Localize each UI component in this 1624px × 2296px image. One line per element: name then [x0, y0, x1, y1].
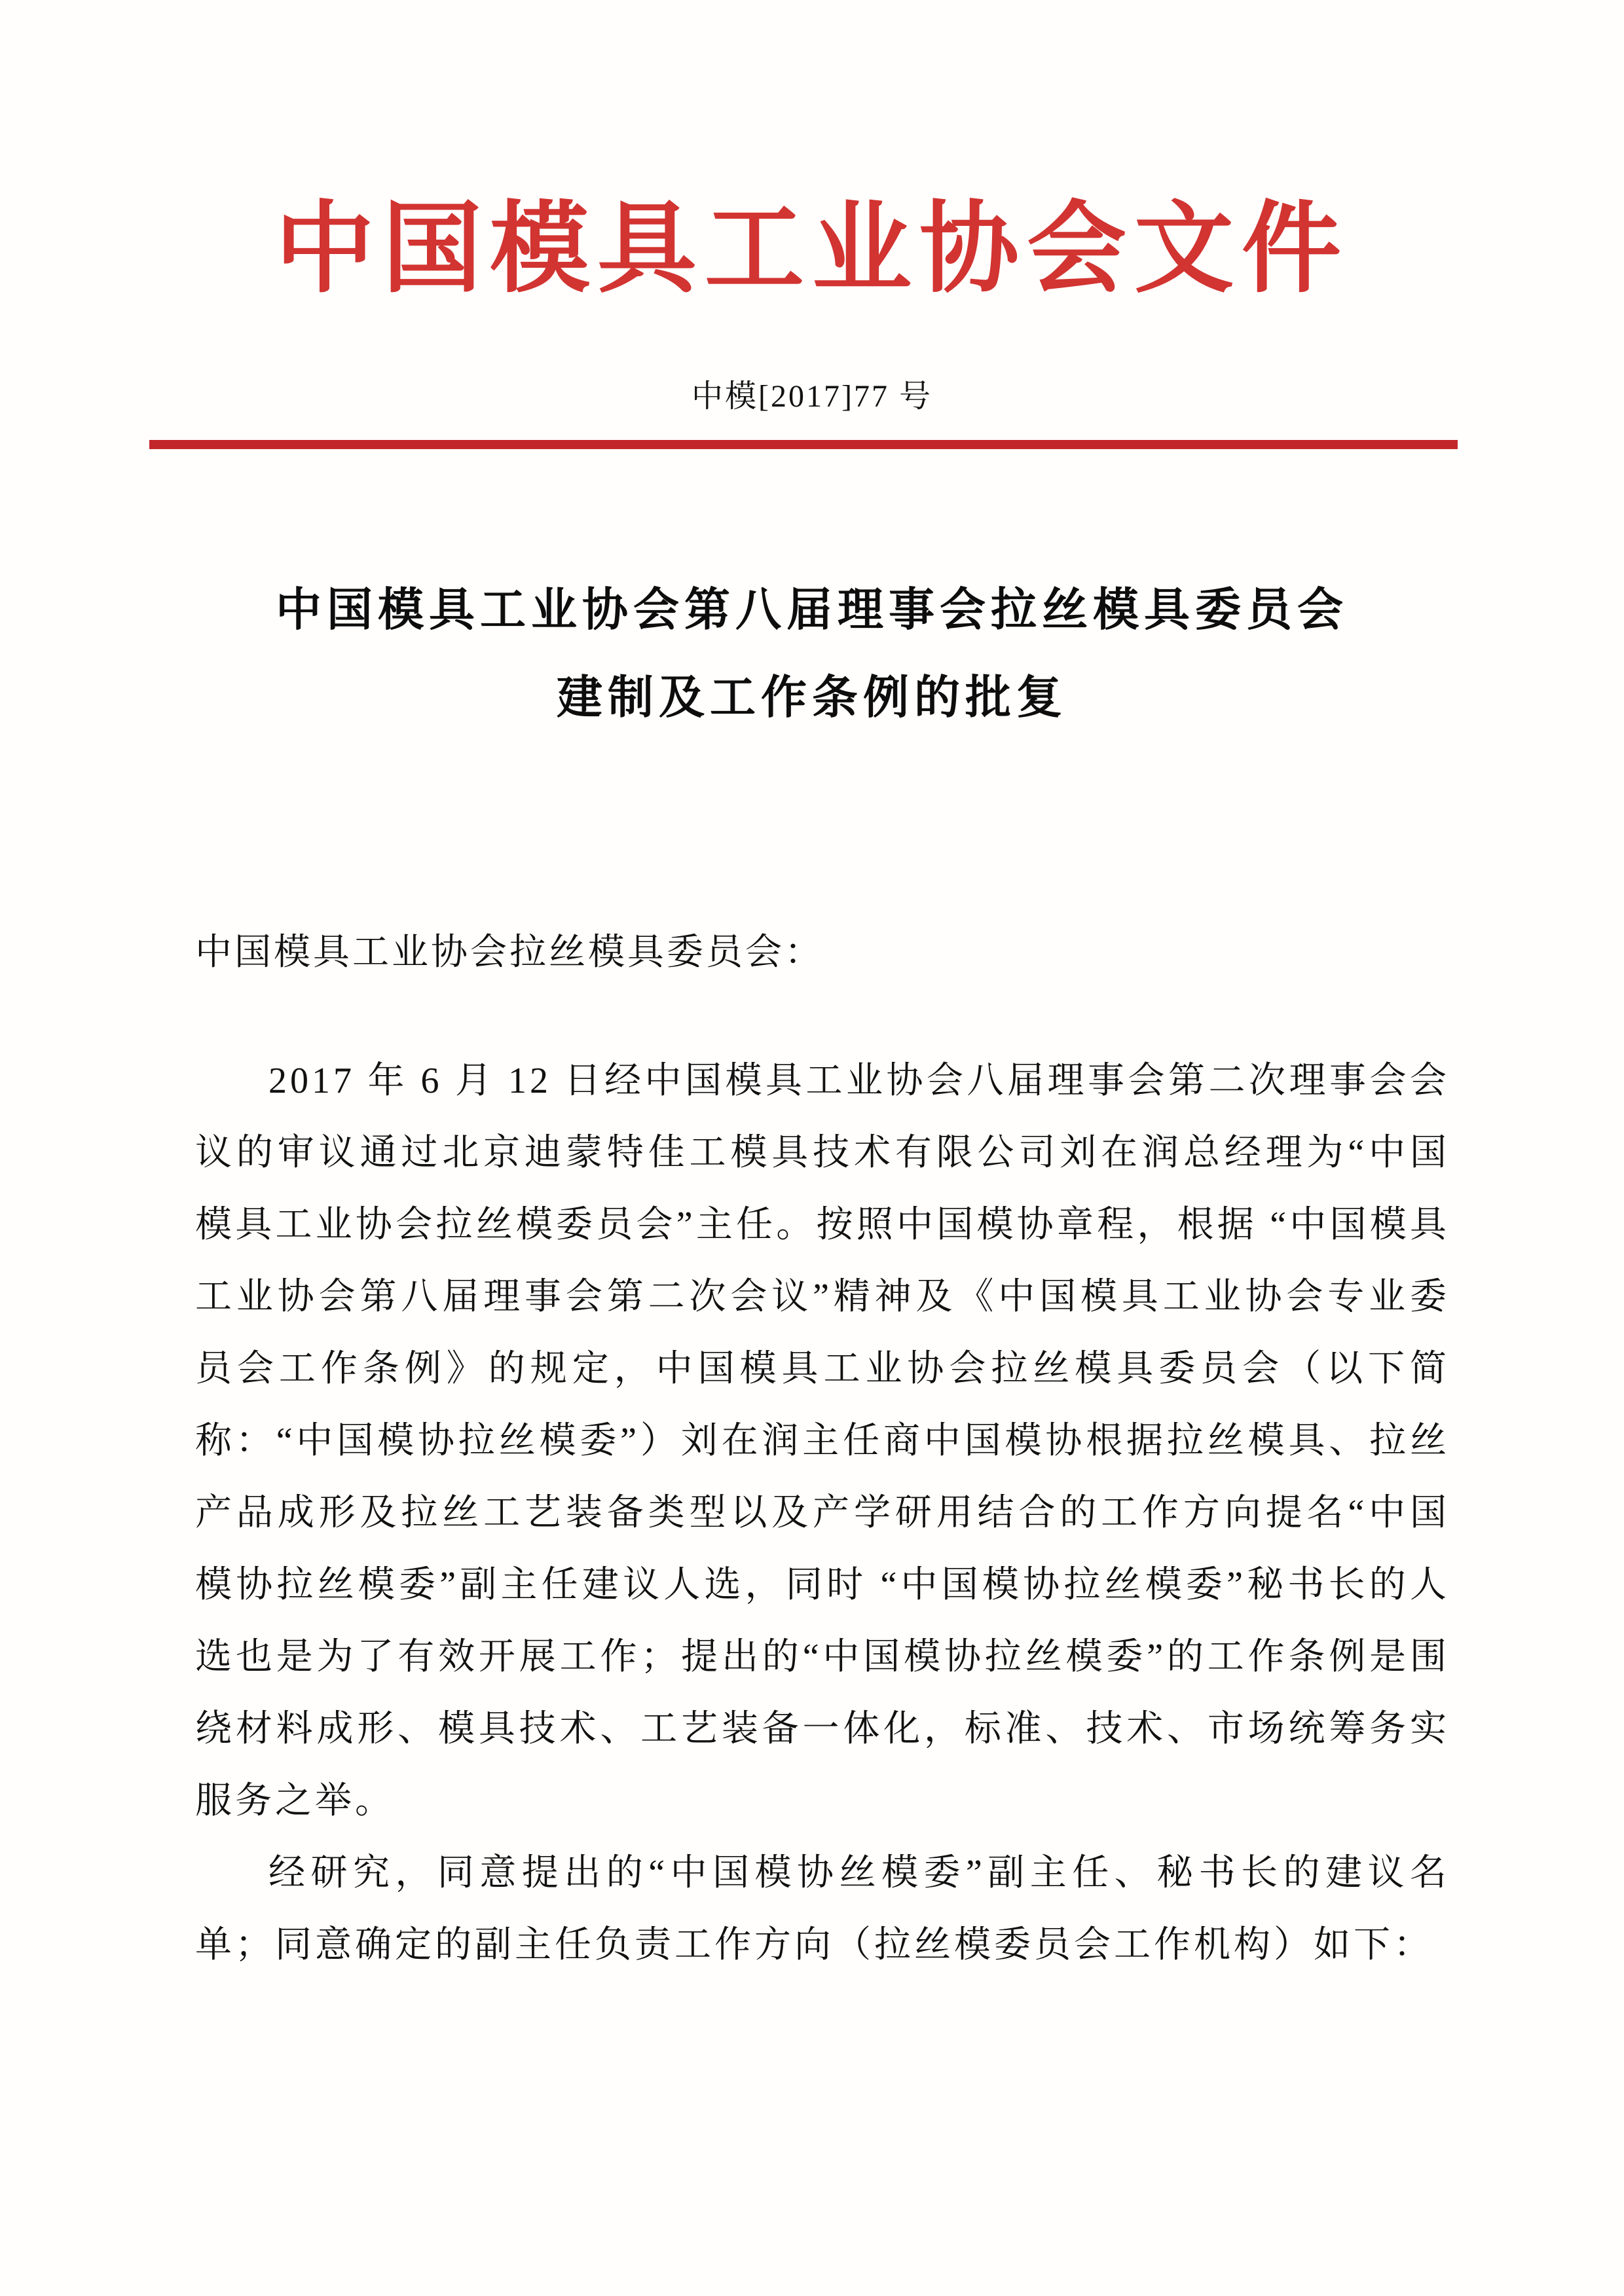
document-title-line2: 建制及工作条例的批复 — [557, 673, 1067, 723]
document-body — [195, 1045, 1450, 1981]
red-divider-line — [149, 440, 1458, 449]
body-paragraph-1: 2017 年 6 月 12 日经中国模具工业协会八届理事会第二次理事会会议的审议通过北京迪蒙特佳工模具技术有限公司刘在润总经理为“中国模具工业协会拉丝模委员会”主任。按照中国模协章程，根据 “中国模具工业协会第八届理事会第二次会议”精神及《中国模具工业协会专业委员会工作条例》的规定，中国模具工业协会拉丝模具委员会（以下简称：“中国模协拉丝模委”）刘在润主任商中国模协根据拉丝模具、拉丝产品成形及拉丝工艺装备类型以及产学研用结合的工作方向提名“中国模协拉丝模委”副主任建议人选，同时 “中国模协拉丝模委”秘书长的人选也是为了有效开展工作；提出的“中国模协拉丝模委”的工作条例是围绕材料成形、模具技术、工艺装备一体化，标准、技术、市场统筹务实服务之举。 — [195, 1061, 1450, 1821]
body-paragraph-2: 经研究，同意提出的“中国模协丝模委”副主任、秘书长的建议名单；同意确定的副主任负责工作方向（拉丝模委员会工作机构）如下： — [195, 1853, 1450, 1965]
document-title — [0, 567, 1624, 742]
addressee-line: 中国模具工业协会拉丝模具委员会： — [195, 932, 824, 973]
document-number: 中模[2017]77 号 — [692, 379, 932, 414]
document-title-line1: 中国模具工业协会第八届理事会拉丝模具委员会 — [276, 585, 1348, 636]
org-header-title: 中国模具工业协会文件 — [275, 194, 1349, 304]
